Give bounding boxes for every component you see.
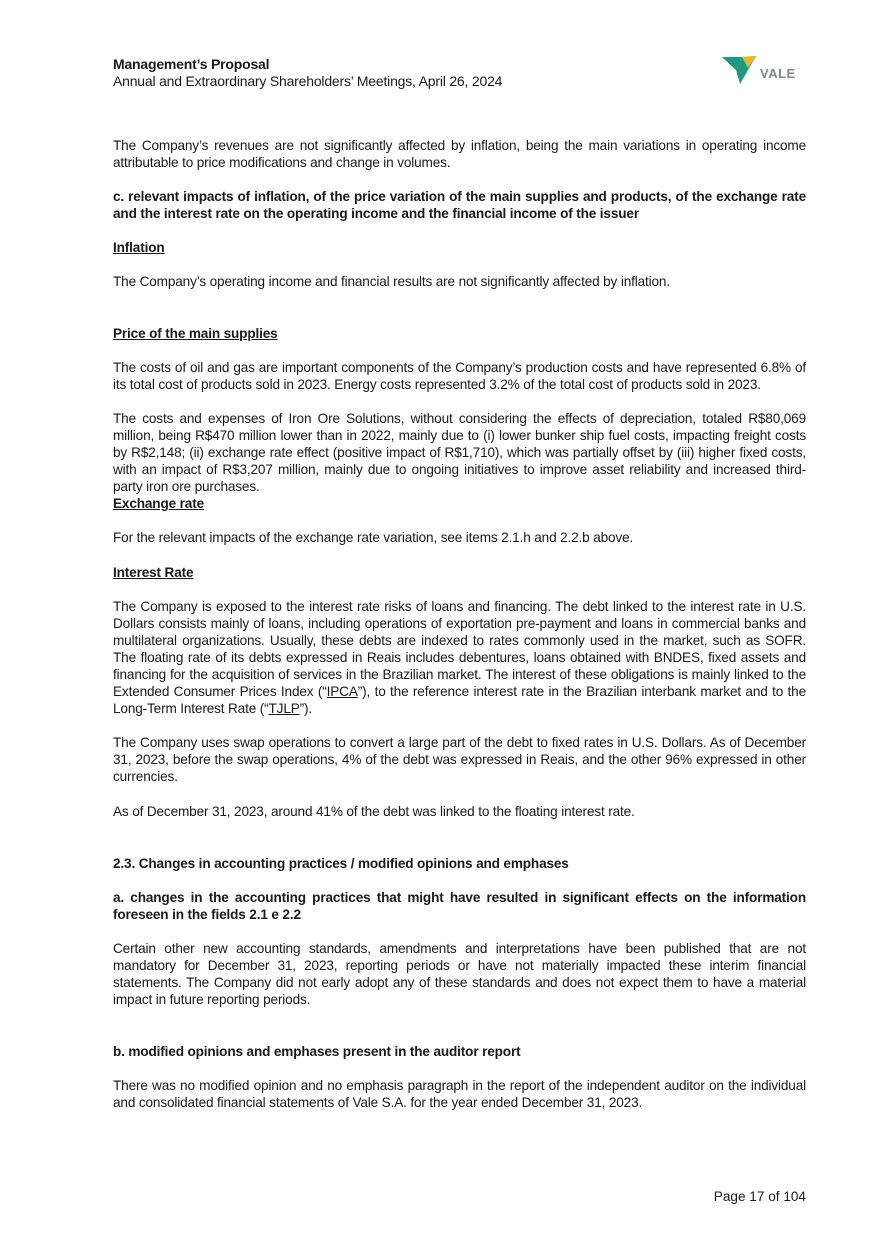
interest-paragraph-1	[113, 598, 806, 718]
exchange-rate-heading: Exchange rate	[113, 496, 204, 512]
interest-paragraph-3: As of December 31, 2023, around 41% of the debt was linked to the floating interest rate.	[113, 803, 635, 819]
section-a-heading: a. changes in the accounting practices that might have resulted in significant effects on the information foreseen in the fields 2.1 e 2.2	[113, 889, 806, 922]
page-number: Page 17 of 104	[713, 1189, 806, 1204]
inflation-heading: Inflation	[113, 240, 165, 256]
supplies-heading: Price of the main supplies	[113, 325, 278, 341]
interest-text-part-1: The Company is exposed to the interest rate risks of loans and financing. The debt linked to the interest rate in U.S. Dollars consists mainly of loans, including operations of exportation pre-payment and loans in commercial banks and multilateral organizations. Usually, these debts are indexed to rates commonly used in the market, such as SOFR. The floating rate of its debts expressed in Reais includes debentures, loans obtained with BNDES, fixed assets and financing for the acquisition of services in the Brazilian market. The interest of these obligations is mainly linked to the Extended Consumer Prices Index (“	[113, 598, 806, 700]
interest-rate-heading: Interest Rate	[113, 564, 194, 580]
section-2-3-heading: 2.3. Changes in accounting practices / modified opinions and emphases	[113, 855, 569, 871]
section-c-heading: c. relevant impacts of inflation, of the price variation of the main supplies and products, of the exchange rate and the interest rate on the operating income and the financial income of the issuer	[113, 189, 806, 222]
interest-text-part-2: ”), to the reference interest rate in the Brazilian interbank market and to the Long-Term Interest Rate (“	[113, 684, 807, 717]
document-body	[113, 137, 806, 1112]
tjlp-link[interactable]: TJLP	[268, 701, 300, 717]
supplies-paragraph-2: The costs and expenses of Iron Ore Solutions, without considering the effects of depreciation, totaled R$80,069 million, being R$470 million lower than in 2022, mainly due to (i) lower bunker ship fuel costs, impacting freight costs by R$2,148; (ii) exchange rate effect (positive impact of R$1,710), which was partially offset by (iii) higher fixed costs, with an impact of R$3,207 million, mainly due to ongoing initiatives to improve asset reliability and increased third-party iron ore purchases.	[113, 410, 806, 495]
interest-paragraph-2: The Company uses swap operations to convert a large part of the debt to fixed rates in U.S. Dollars. As of December 31, 2023, before the swap operations, 4% of the debt was expressed in Reais, and the other 96% expressed in other currencies.	[113, 735, 806, 785]
section-b-heading: b. modified opinions and emphases present in the auditor report	[113, 1044, 521, 1060]
exchange-rate-paragraph: For the relevant impacts of the exchange rate variation, see items 2.1.h and 2.2.b above.	[113, 530, 634, 546]
logo-text: VALE	[760, 66, 796, 81]
section-b-paragraph: There was no modified opinion and no emphasis paragraph in the report of the independent auditor on the individual and consolidated financial statements of Vale S.A. for the year ended December 31, 2023.	[113, 1078, 806, 1111]
inflation-paragraph: The Company’s operating income and financial results are not significantly affected by inflation.	[113, 274, 670, 290]
paragraph-revenues: The Company’s revenues are not significantly affected by inflation, being the main variations in operating income attributable to price modifications and change in volumes.	[113, 138, 806, 171]
document-title: Management’s Proposal	[113, 56, 270, 72]
interest-text-part-3: ”).	[299, 701, 313, 717]
supplies-paragraph-1: The costs of oil and gas are important components of the Company’s production costs and have represented 6.8% of its total cost of products sold in 2023. Energy costs represented 3.2% of the total cost of products sold in 2023.	[113, 359, 806, 392]
document-subtitle: Annual and Extraordinary Shareholders’ Meetings, April 26, 2024	[113, 73, 503, 89]
ipca-link[interactable]: IPCA	[326, 684, 358, 700]
section-a-paragraph: Certain other new accounting standards, amendments and interpretations have been published that are not mandatory for December 31, 2023, reporting periods or have not materially impacted these interim financial statements. The Company did not early adopt any of these standards and does not expect them to have a material impact in future reporting periods.	[113, 940, 806, 1008]
